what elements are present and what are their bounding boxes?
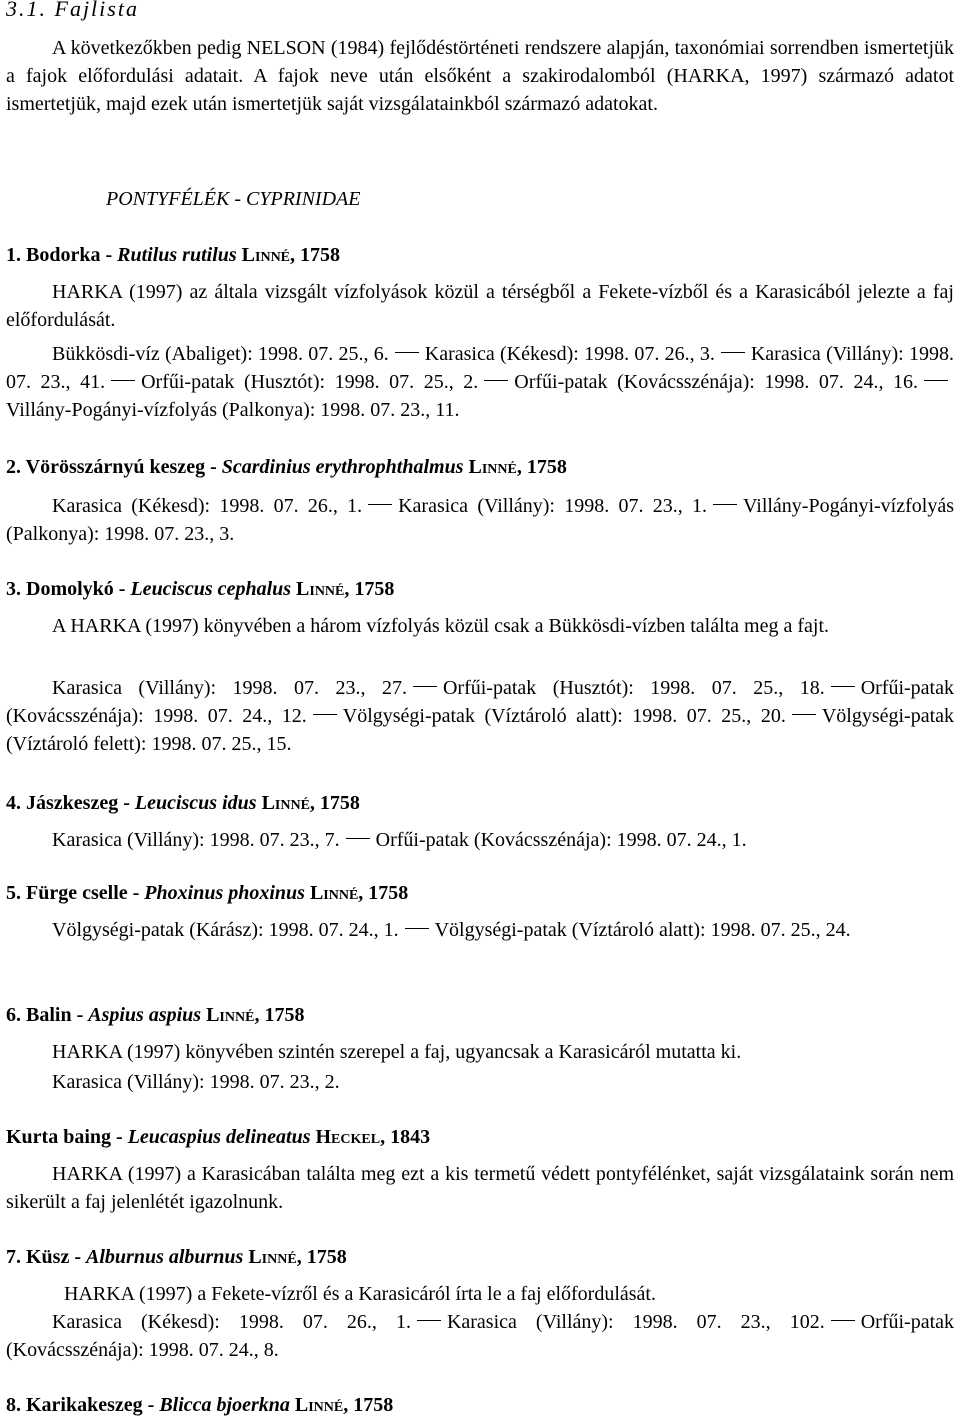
species-records: Karasica (Villány): 1998. 07. 23., 2. xyxy=(52,1071,340,1093)
species-heading: 4. Jászkeszeg - Leuciscus idus Linné, 1758 xyxy=(6,792,360,814)
species-records: Völgységi-patak (Kárász): 1998. 07. 24., 1. Völgységi-patak (Víztároló alatt): 1998. 07. 25., 24. xyxy=(52,919,851,941)
species-note: A HARKA (1997) könyvében a három vízfolyás közül csak a Bükkösdi-vízben találta meg a fajt. xyxy=(52,615,830,637)
species-heading: 2. Vörösszárnyú keszeg - Scardinius erythrophthalmus Linné, 1758 xyxy=(6,456,567,478)
intro-paragraph: A következőkben pedig NELSON (1984) fejlődéstörténeti rendszere alapján, taxonómiai sorrendben ismertetjük a fajok előfordulási adatait. A fajok neve után elsőként a szakirodalomból (HARKA, 1997) származó adatot ismertetjük, majd ezek után ismertetjük saját vizsgálatainkból származó adatokat. xyxy=(6,37,954,115)
species-records: Karasica (Villány): 1998. 07. 23., 27. Orfűi-patak (Husztót): 1998. 07. 25., 18. Orfűi-patak (Kovácsszénája): 1998. 07. 24., 12. Völgységi-patak (Víztároló alatt): 1998. 07. 25., 20. Völgységi-patak (Víztároló felett): 1998. 07. 25., 15. xyxy=(6,677,954,755)
species-note: HARKA (1997) az általa vizsgált vízfolyások közül a térségből a Fekete-vízből és a Karasicából jelezte a faj előfordulását. xyxy=(6,281,954,331)
species-records: Karasica (Kékesd): 1998. 07. 26., 1. Karasica (Villány): 1998. 07. 23., 102. Orfűi-patak (Kovácsszénája): 1998. 07. 24., 8. xyxy=(6,1311,955,1361)
species-heading: 7. Küsz - Alburnus alburnus Linné, 1758 xyxy=(6,1246,347,1268)
section-heading: 3.1. Fajlista xyxy=(6,0,139,21)
species-note: HARKA (1997) a Fekete-vízről és a Karasicáról írta le a faj előfordulását. xyxy=(64,1283,656,1305)
species-heading: 6. Balin - Aspius aspius Linné, 1758 xyxy=(6,1004,305,1026)
species-records: Bükkösdi-víz (Abaliget): 1998. 07. 25., 6. Karasica (Kékesd): 1998. 07. 26., 3. Karasica (Villány): 1998. 07. 23., 41. Orfűi-patak (Husztót): 1998. 07. 25., 2. Orfűi-patak (Kovácsszénája): 1998. 07. 24., 16.Villány-Pogányi-vízfolyás (Palkonya): 1998. 07. 23., 11. xyxy=(6,343,954,421)
species-records: Karasica (Villány): 1998. 07. 23., 7. Orfűi-patak (Kovácsszénája): 1998. 07. 24., 1. xyxy=(52,829,747,851)
species-heading: Kurta baing - Leucaspius delineatus Heckel, 1843 xyxy=(6,1126,431,1148)
species-heading: 8. Karikakeszeg - Blicca bjoerkna Linné, 1758 xyxy=(6,1394,394,1416)
species-records: Karasica (Kékesd): 1998. 07. 26., 1. Karasica (Villány): 1998. 07. 23., 1. Villány-Pogányi-vízfolyás (Palkonya): 1998. 07. 23., 3. xyxy=(6,495,954,545)
species-heading: 5. Fürge cselle - Phoxinus phoxinus Linné, 1758 xyxy=(6,882,409,904)
species-heading: 1. Bodorka - Rutilus rutilus Linné, 1758 xyxy=(6,244,341,266)
species-note: HARKA (1997) a Karasicában találta meg ezt a kis termetű védett pontyfélénket, saját vizsgálataink során nem sikerült a faj jelenlétét igazolnunk. xyxy=(6,1163,954,1213)
family-heading: PONTYFÉLÉK - CYPRINIDAE xyxy=(106,188,361,210)
species-heading: 3. Domolykó - Leuciscus cephalus Linné, 1758 xyxy=(6,578,395,600)
species-note: HARKA (1997) könyvében szintén szerepel a faj, ugyancsak a Karasicáról mutatta ki. xyxy=(52,1041,742,1063)
